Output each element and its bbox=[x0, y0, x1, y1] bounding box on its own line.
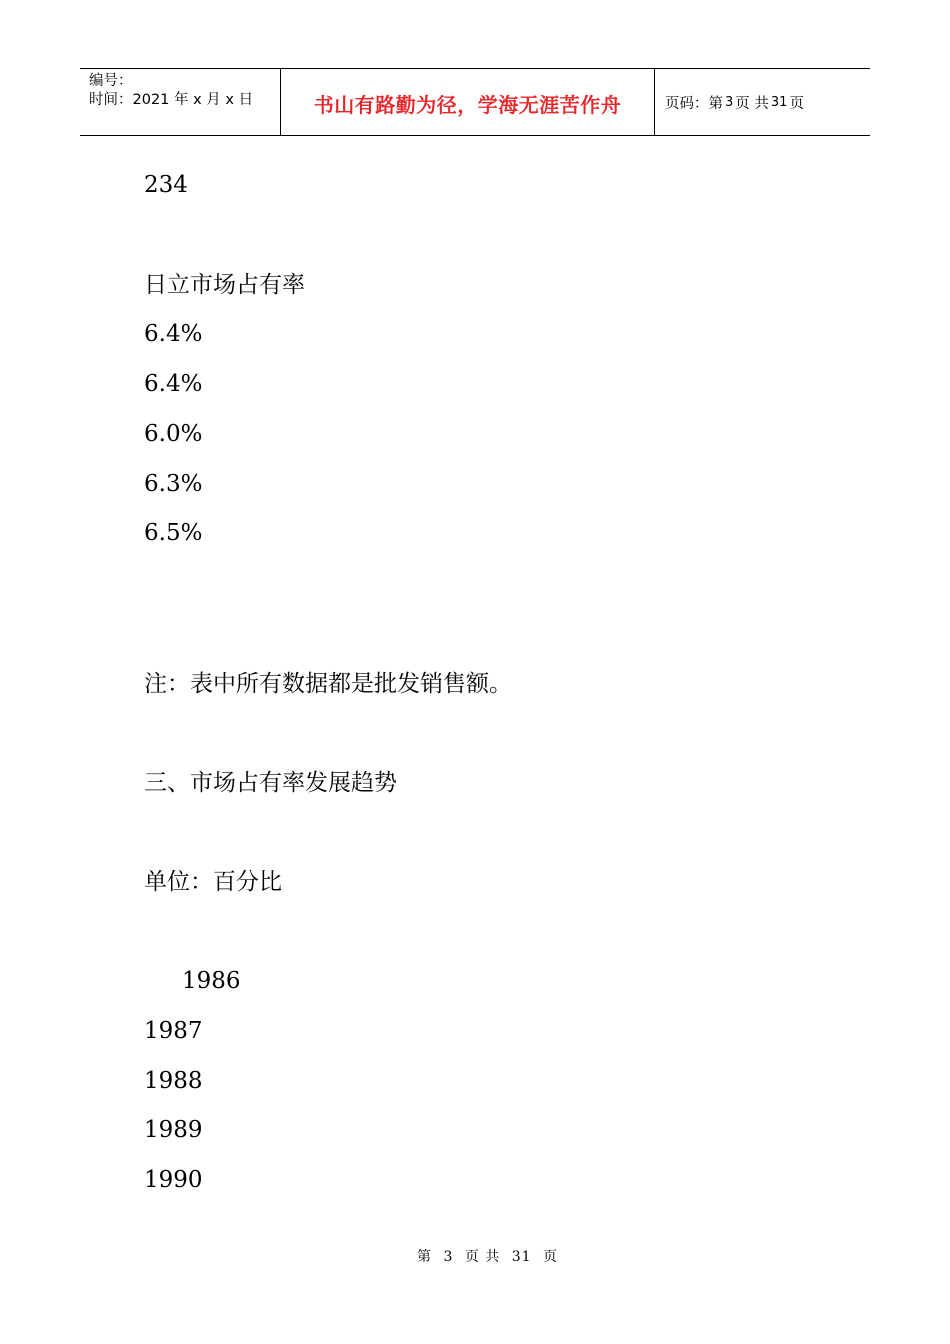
body-line-count: 234 bbox=[144, 172, 188, 198]
body-line-share-2: 6.4% bbox=[144, 371, 203, 397]
footer-mid: 页 共 bbox=[464, 1249, 501, 1265]
section-heading: 三、市场占有率发展趋势 bbox=[144, 770, 397, 796]
year-1989: 1989 bbox=[144, 1117, 203, 1143]
footer-suffix: 页 bbox=[543, 1249, 558, 1265]
page-prefix: 页码：第 bbox=[665, 96, 723, 112]
page-suffix: 页 bbox=[789, 96, 804, 112]
footer-current-page: 3 bbox=[443, 1249, 454, 1265]
footer-prefix: 第 bbox=[416, 1249, 432, 1265]
year-1988: 1988 bbox=[144, 1068, 203, 1094]
year-1986: 1986 bbox=[182, 968, 241, 994]
page-header bbox=[80, 68, 870, 136]
header-page-cell bbox=[655, 69, 870, 135]
footer-total-pages: 31 bbox=[511, 1249, 532, 1265]
page-mid: 页 共 bbox=[735, 96, 769, 112]
header-meta-cell bbox=[80, 69, 281, 135]
serial-label: 编号： bbox=[89, 73, 133, 89]
unit-label: 单位：百分比 bbox=[144, 869, 282, 895]
body-line-note: 注：表中所有数据都是批发销售额。 bbox=[144, 671, 512, 697]
time-label: 时间：2021 年 x 月 x 日 bbox=[89, 92, 254, 108]
motto-text: 书山有路勤为径，学海无涯苦作舟 bbox=[313, 92, 622, 117]
page-total: 31 bbox=[770, 95, 788, 110]
page-current: 3 bbox=[725, 95, 734, 110]
body-line-share-1: 6.4% bbox=[144, 321, 203, 347]
year-1987: 1987 bbox=[144, 1018, 203, 1044]
body-line-share-4: 6.3% bbox=[144, 471, 203, 497]
page-footer bbox=[0, 1246, 950, 1266]
body-line-share-5: 6.5% bbox=[144, 520, 203, 546]
body-line-hitachi-share-heading: 日立市场占有率 bbox=[144, 272, 305, 298]
body-line-share-3: 6.0% bbox=[144, 421, 203, 447]
header-motto-cell bbox=[281, 69, 655, 135]
year-1990: 1990 bbox=[144, 1167, 203, 1193]
